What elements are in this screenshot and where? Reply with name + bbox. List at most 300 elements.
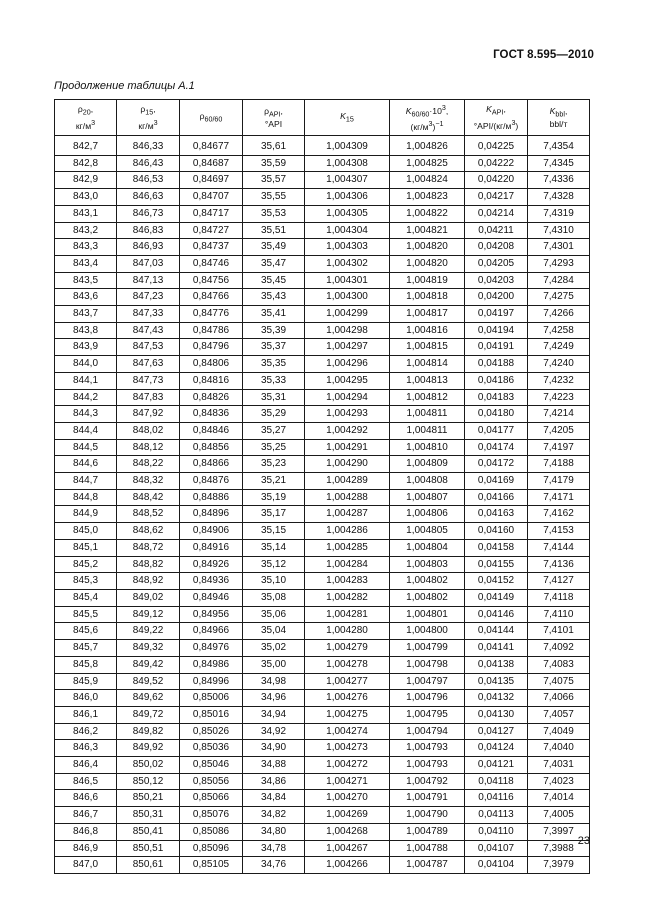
table-cell: 845,4 — [55, 589, 117, 606]
table-row — [55, 356, 590, 373]
table-cell: 846,53 — [117, 172, 180, 189]
table-cell: 0,84916 — [180, 539, 243, 556]
table-cell: 1,004803 — [390, 556, 465, 573]
col-header-kbbl: $K_{bbl}$, bbl/т — [528, 100, 590, 136]
table-cell: 1,004295 — [305, 372, 390, 389]
table-cell: 0,04169 — [465, 473, 528, 490]
table-cell: 7,3988 — [528, 840, 590, 857]
table-cell: 848,32 — [117, 473, 180, 490]
table-row — [55, 673, 590, 690]
table-cell: 7,4171 — [528, 489, 590, 506]
table-cell: 848,12 — [117, 439, 180, 456]
table-cell: 1,004810 — [390, 439, 465, 456]
table-cell: 845,7 — [55, 640, 117, 657]
table-cell: 1,004300 — [305, 289, 390, 306]
table-cell: 7,4110 — [528, 606, 590, 623]
table-cell: 847,03 — [117, 255, 180, 272]
table-cell: 1,004817 — [390, 306, 465, 323]
table-cell: 0,04205 — [465, 255, 528, 272]
table-cell: 1,004273 — [305, 740, 390, 757]
table-cell: 1,004804 — [390, 539, 465, 556]
table-cell: 1,004291 — [305, 439, 390, 456]
table-cell: 843,0 — [55, 189, 117, 206]
table-row — [55, 222, 590, 239]
table-cell: 35,19 — [243, 489, 305, 506]
table-cell: 34,94 — [243, 706, 305, 723]
table-cell: 843,8 — [55, 322, 117, 339]
table-cell: 34,84 — [243, 790, 305, 807]
table-cell: 1,004794 — [390, 723, 465, 740]
table-cell: 0,04113 — [465, 807, 528, 824]
table-cell: 1,004816 — [390, 322, 465, 339]
table-cell: 847,92 — [117, 406, 180, 423]
table-cell: 1,004268 — [305, 823, 390, 840]
table-cell: 1,004811 — [390, 422, 465, 439]
col-header-rho15: $\rho_{15}$, $кг/м^3$ — [117, 100, 180, 136]
table-cell: 1,004807 — [390, 489, 465, 506]
table-row — [55, 840, 590, 857]
table-cell: 7,4136 — [528, 556, 590, 573]
table-cell: 1,004805 — [390, 523, 465, 540]
table-cell: 7,4336 — [528, 172, 590, 189]
table-cell: 7,4118 — [528, 589, 590, 606]
table-cell: 1,004801 — [390, 606, 465, 623]
table-cell: 1,004796 — [390, 690, 465, 707]
table-cell: 849,32 — [117, 640, 180, 657]
table-row — [55, 757, 590, 774]
table-cell: 7,4049 — [528, 723, 590, 740]
table-cell: 1,004823 — [390, 189, 465, 206]
table-cell: 1,004272 — [305, 757, 390, 774]
table-cell: 7,4354 — [528, 136, 590, 156]
table-row — [55, 189, 590, 206]
table-cell: 843,1 — [55, 205, 117, 222]
table-cell: 847,53 — [117, 339, 180, 356]
table-cell: 35,39 — [243, 322, 305, 339]
table-cell: 34,92 — [243, 723, 305, 740]
table-cell: 35,10 — [243, 573, 305, 590]
table-cell: 849,12 — [117, 606, 180, 623]
table-cell: 1,004309 — [305, 136, 390, 156]
table-row — [55, 439, 590, 456]
table-cell: 844,0 — [55, 356, 117, 373]
col-header-k6060: $K_{60/60}\cdot 10^3$, $(кг/м^3)^{-1}$ — [390, 100, 465, 136]
table-cell: 844,3 — [55, 406, 117, 423]
table-cell: 7,4127 — [528, 573, 590, 590]
table-row — [55, 790, 590, 807]
table-cell: 846,33 — [117, 136, 180, 156]
table-cell: 846,9 — [55, 840, 117, 857]
table-cell: 35,45 — [243, 272, 305, 289]
table-row — [55, 506, 590, 523]
table-cell: 0,04186 — [465, 372, 528, 389]
table-cell: 0,84766 — [180, 289, 243, 306]
table-cell: 0,04127 — [465, 723, 528, 740]
table-cell: 34,76 — [243, 857, 305, 874]
table-row — [55, 306, 590, 323]
table-cell: 34,88 — [243, 757, 305, 774]
table-row — [55, 489, 590, 506]
table-cell: 0,84846 — [180, 422, 243, 439]
table-row — [55, 623, 590, 640]
table-cell: 843,7 — [55, 306, 117, 323]
table-cell: 846,83 — [117, 222, 180, 239]
table-cell: 7,4075 — [528, 673, 590, 690]
table-cell: 1,004795 — [390, 706, 465, 723]
table-cell: 0,85026 — [180, 723, 243, 740]
table-cell: 1,004813 — [390, 372, 465, 389]
table-cell: 0,84786 — [180, 322, 243, 339]
table-row — [55, 136, 590, 156]
table-cell: 0,04130 — [465, 706, 528, 723]
table-cell: 0,04135 — [465, 673, 528, 690]
table-cell: 35,49 — [243, 239, 305, 256]
table-cell: 0,84737 — [180, 239, 243, 256]
table-cell: 7,4214 — [528, 406, 590, 423]
table-cell: 846,6 — [55, 790, 117, 807]
page-number: 23 — [577, 835, 590, 847]
table-cell: 0,04144 — [465, 623, 528, 640]
table-cell: 35,12 — [243, 556, 305, 573]
table-cell: 1,004279 — [305, 640, 390, 657]
table-cell: 846,63 — [117, 189, 180, 206]
table-cell: 844,1 — [55, 372, 117, 389]
table-cell: 849,22 — [117, 623, 180, 640]
table-cell: 34,80 — [243, 823, 305, 840]
table-cell: 7,4179 — [528, 473, 590, 490]
table-cell: 35,61 — [243, 136, 305, 156]
table-cell: 843,3 — [55, 239, 117, 256]
table-cell: 0,04211 — [465, 222, 528, 239]
table-cell: 0,04132 — [465, 690, 528, 707]
table-cell: 7,4328 — [528, 189, 590, 206]
table-cell: 7,4092 — [528, 640, 590, 657]
table-cell: 1,004299 — [305, 306, 390, 323]
table-cell: 1,004808 — [390, 473, 465, 490]
table-cell: 1,004798 — [390, 656, 465, 673]
table-cell: 847,13 — [117, 272, 180, 289]
table-cell: 847,43 — [117, 322, 180, 339]
table-cell: 845,9 — [55, 673, 117, 690]
table-cell: 35,06 — [243, 606, 305, 623]
table-row — [55, 272, 590, 289]
table-cell: 0,04110 — [465, 823, 528, 840]
table-cell: 1,004812 — [390, 389, 465, 406]
table-cell: 7,4031 — [528, 757, 590, 774]
table-cell: 1,004285 — [305, 539, 390, 556]
table-cell: 850,61 — [117, 857, 180, 874]
table-cell: 0,84966 — [180, 623, 243, 640]
table-cell: 35,37 — [243, 339, 305, 356]
table-cell: 35,15 — [243, 523, 305, 540]
table-cell: 1,004802 — [390, 573, 465, 590]
table-cell: 1,004280 — [305, 623, 390, 640]
table-cell: 845,0 — [55, 523, 117, 540]
table-cell: 0,84816 — [180, 372, 243, 389]
table-cell: 0,84826 — [180, 389, 243, 406]
table-row — [55, 539, 590, 556]
table-row — [55, 255, 590, 272]
table-row — [55, 172, 590, 189]
table-cell: 847,73 — [117, 372, 180, 389]
table-cell: 7,4083 — [528, 656, 590, 673]
table-cell: 0,04160 — [465, 523, 528, 540]
table-cell: 0,84886 — [180, 489, 243, 506]
table-cell: 1,004818 — [390, 289, 465, 306]
table-cell: 35,47 — [243, 255, 305, 272]
table-row — [55, 723, 590, 740]
table-cell: 843,4 — [55, 255, 117, 272]
table-cell: 846,2 — [55, 723, 117, 740]
table-cell: 0,04163 — [465, 506, 528, 523]
table-cell: 843,2 — [55, 222, 117, 239]
table-cell: 844,7 — [55, 473, 117, 490]
table-row — [55, 155, 590, 172]
table-cell: 7,4249 — [528, 339, 590, 356]
table-row — [55, 239, 590, 256]
table-cell: 35,33 — [243, 372, 305, 389]
table-cell: 0,04197 — [465, 306, 528, 323]
table-cell: 0,04155 — [465, 556, 528, 573]
table-row — [55, 773, 590, 790]
table-cell: 7,4023 — [528, 773, 590, 790]
table-row — [55, 740, 590, 757]
table-cell: 35,14 — [243, 539, 305, 556]
table-cell: 850,41 — [117, 823, 180, 840]
table-cell: 0,84946 — [180, 589, 243, 606]
table-cell: 0,04222 — [465, 155, 528, 172]
table-cell: 35,55 — [243, 189, 305, 206]
table-cell: 1,004811 — [390, 406, 465, 423]
table-cell: 35,53 — [243, 205, 305, 222]
table-cell: 0,04104 — [465, 857, 528, 874]
table-cell: 0,85076 — [180, 807, 243, 824]
table-cell: 0,04214 — [465, 205, 528, 222]
table-cell: 1,004790 — [390, 807, 465, 824]
table-cell: 847,63 — [117, 356, 180, 373]
table-cell: 1,004289 — [305, 473, 390, 490]
table-cell: 849,02 — [117, 589, 180, 606]
table-cell: 1,004281 — [305, 606, 390, 623]
table-cell: 844,9 — [55, 506, 117, 523]
table-cell: 849,52 — [117, 673, 180, 690]
table-cell: 844,2 — [55, 389, 117, 406]
table-cell: 848,92 — [117, 573, 180, 590]
table-cell: 34,86 — [243, 773, 305, 790]
table-row — [55, 406, 590, 423]
table-cell: 1,004296 — [305, 356, 390, 373]
table-cell: 1,004814 — [390, 356, 465, 373]
table-row — [55, 322, 590, 339]
table-cell: 1,004288 — [305, 489, 390, 506]
table-cell: 35,00 — [243, 656, 305, 673]
table-cell: 0,84976 — [180, 640, 243, 657]
table-row — [55, 823, 590, 840]
table-cell: 846,4 — [55, 757, 117, 774]
table-cell: 1,004306 — [305, 189, 390, 206]
table-cell: 0,85036 — [180, 740, 243, 757]
table-cell: 844,5 — [55, 439, 117, 456]
table-header-row — [55, 100, 590, 136]
table-row — [55, 389, 590, 406]
table-cell: 7,4284 — [528, 272, 590, 289]
table-cell: 848,62 — [117, 523, 180, 540]
table-cell: 35,04 — [243, 623, 305, 640]
table-cell: 0,04208 — [465, 239, 528, 256]
table-cell: 842,8 — [55, 155, 117, 172]
table-cell: 0,85016 — [180, 706, 243, 723]
table-cell: 34,78 — [243, 840, 305, 857]
table-cell: 7,4005 — [528, 807, 590, 824]
col-header-k15: $K_{15}$ — [305, 100, 390, 136]
table-cell: 846,7 — [55, 807, 117, 824]
table-cell: 7,4162 — [528, 506, 590, 523]
table-cell: 0,84876 — [180, 473, 243, 490]
table-cell: 0,84687 — [180, 155, 243, 172]
table-body — [55, 136, 590, 874]
table-cell: 1,004302 — [305, 255, 390, 272]
table-cell: 7,4153 — [528, 523, 590, 540]
table-cell: 0,04138 — [465, 656, 528, 673]
table-cell: 0,84856 — [180, 439, 243, 456]
col-header-rho20: $\rho_{20}$, $кг/м^3$ — [55, 100, 117, 136]
table-cell: 1,004793 — [390, 757, 465, 774]
table-cell: 1,004298 — [305, 322, 390, 339]
table-cell: 1,004294 — [305, 389, 390, 406]
table-cell: 1,004301 — [305, 272, 390, 289]
table-cell: 35,29 — [243, 406, 305, 423]
table-cell: 1,004799 — [390, 640, 465, 657]
table-cell: 0,84986 — [180, 656, 243, 673]
table-cell: 846,0 — [55, 690, 117, 707]
table-cell: 34,98 — [243, 673, 305, 690]
table-cell: 7,4293 — [528, 255, 590, 272]
table-cell: 0,84756 — [180, 272, 243, 289]
table-cell: 1,004791 — [390, 790, 465, 807]
table-cell: 846,1 — [55, 706, 117, 723]
table-cell: 1,004826 — [390, 136, 465, 156]
table-cell: 1,004293 — [305, 406, 390, 423]
table-cell: 1,004286 — [305, 523, 390, 540]
table-cell: 0,04172 — [465, 456, 528, 473]
table-cell: 35,41 — [243, 306, 305, 323]
table-cell: 1,004815 — [390, 339, 465, 356]
table-cell: 843,6 — [55, 289, 117, 306]
table-cell: 7,3979 — [528, 857, 590, 874]
table-cell: 0,85086 — [180, 823, 243, 840]
table-cell: 845,6 — [55, 623, 117, 640]
table-cell: 0,84746 — [180, 255, 243, 272]
table-cell: 0,85056 — [180, 773, 243, 790]
table-cell: 0,04194 — [465, 322, 528, 339]
table-cell: 848,22 — [117, 456, 180, 473]
table-cell: 34,90 — [243, 740, 305, 757]
col-header-rho6060: $\rho_{60/60}$ — [180, 100, 243, 136]
table-cell: 0,04180 — [465, 406, 528, 423]
table-cell: 7,4101 — [528, 623, 590, 640]
table-cell: 1,004307 — [305, 172, 390, 189]
table-cell: 1,004287 — [305, 506, 390, 523]
table-caption: Продолжение таблицы А.1 — [54, 80, 195, 92]
col-header-rhoapi: $\rho_{API}$, °API — [243, 100, 305, 136]
table-row — [55, 473, 590, 490]
table-cell: 1,004820 — [390, 239, 465, 256]
table-cell: 0,04220 — [465, 172, 528, 189]
col-header-kapi: $K_{API}$, $^\circ API/(кг/м^3)$ — [465, 100, 528, 136]
table-cell: 7,3997 — [528, 823, 590, 840]
table-row — [55, 556, 590, 573]
table-cell: 7,4205 — [528, 422, 590, 439]
table-cell: 1,004308 — [305, 155, 390, 172]
table-cell: 0,85105 — [180, 857, 243, 874]
table-cell: 1,004284 — [305, 556, 390, 573]
table-cell: 0,04183 — [465, 389, 528, 406]
table-cell: 0,84697 — [180, 172, 243, 189]
table-row — [55, 372, 590, 389]
table-cell: 1,004822 — [390, 205, 465, 222]
table-cell: 1,004806 — [390, 506, 465, 523]
data-table — [54, 99, 590, 874]
table-cell: 845,3 — [55, 573, 117, 590]
table-row — [55, 589, 590, 606]
table-cell: 7,4188 — [528, 456, 590, 473]
table-row — [55, 857, 590, 874]
table-cell: 35,35 — [243, 356, 305, 373]
table-cell: 845,8 — [55, 656, 117, 673]
table-row — [55, 706, 590, 723]
table-cell: 846,43 — [117, 155, 180, 172]
table-cell: 0,84677 — [180, 136, 243, 156]
table-cell: 0,84806 — [180, 356, 243, 373]
table-row — [55, 422, 590, 439]
table-cell: 848,72 — [117, 539, 180, 556]
table-cell: 35,43 — [243, 289, 305, 306]
table-cell: 850,51 — [117, 840, 180, 857]
table-cell: 7,4275 — [528, 289, 590, 306]
table-cell: 0,84776 — [180, 306, 243, 323]
table-cell: 1,004789 — [390, 823, 465, 840]
table-cell: 846,3 — [55, 740, 117, 757]
table-cell: 35,59 — [243, 155, 305, 172]
table-cell: 1,004800 — [390, 623, 465, 640]
table-cell: 850,31 — [117, 807, 180, 824]
table-cell: 843,5 — [55, 272, 117, 289]
table-cell: 0,04217 — [465, 189, 528, 206]
table-cell: 1,004270 — [305, 790, 390, 807]
table-cell: 845,1 — [55, 539, 117, 556]
table-cell: 7,4197 — [528, 439, 590, 456]
table-cell: 847,0 — [55, 857, 117, 874]
table-cell: 849,42 — [117, 656, 180, 673]
table-cell: 1,004278 — [305, 656, 390, 673]
table-cell: 842,7 — [55, 136, 117, 156]
table-cell: 1,004802 — [390, 589, 465, 606]
table-cell: 35,02 — [243, 640, 305, 657]
table-cell: 0,04146 — [465, 606, 528, 623]
table-cell: 0,84926 — [180, 556, 243, 573]
table-cell: 0,04200 — [465, 289, 528, 306]
table-cell: 7,4240 — [528, 356, 590, 373]
table-cell: 7,4266 — [528, 306, 590, 323]
table-cell: 0,04177 — [465, 422, 528, 439]
table-cell: 849,72 — [117, 706, 180, 723]
table-row — [55, 523, 590, 540]
table-cell: 1,004793 — [390, 740, 465, 757]
table-cell: 7,4223 — [528, 389, 590, 406]
table-row — [55, 456, 590, 473]
table-cell: 848,52 — [117, 506, 180, 523]
table-cell: 1,004292 — [305, 422, 390, 439]
